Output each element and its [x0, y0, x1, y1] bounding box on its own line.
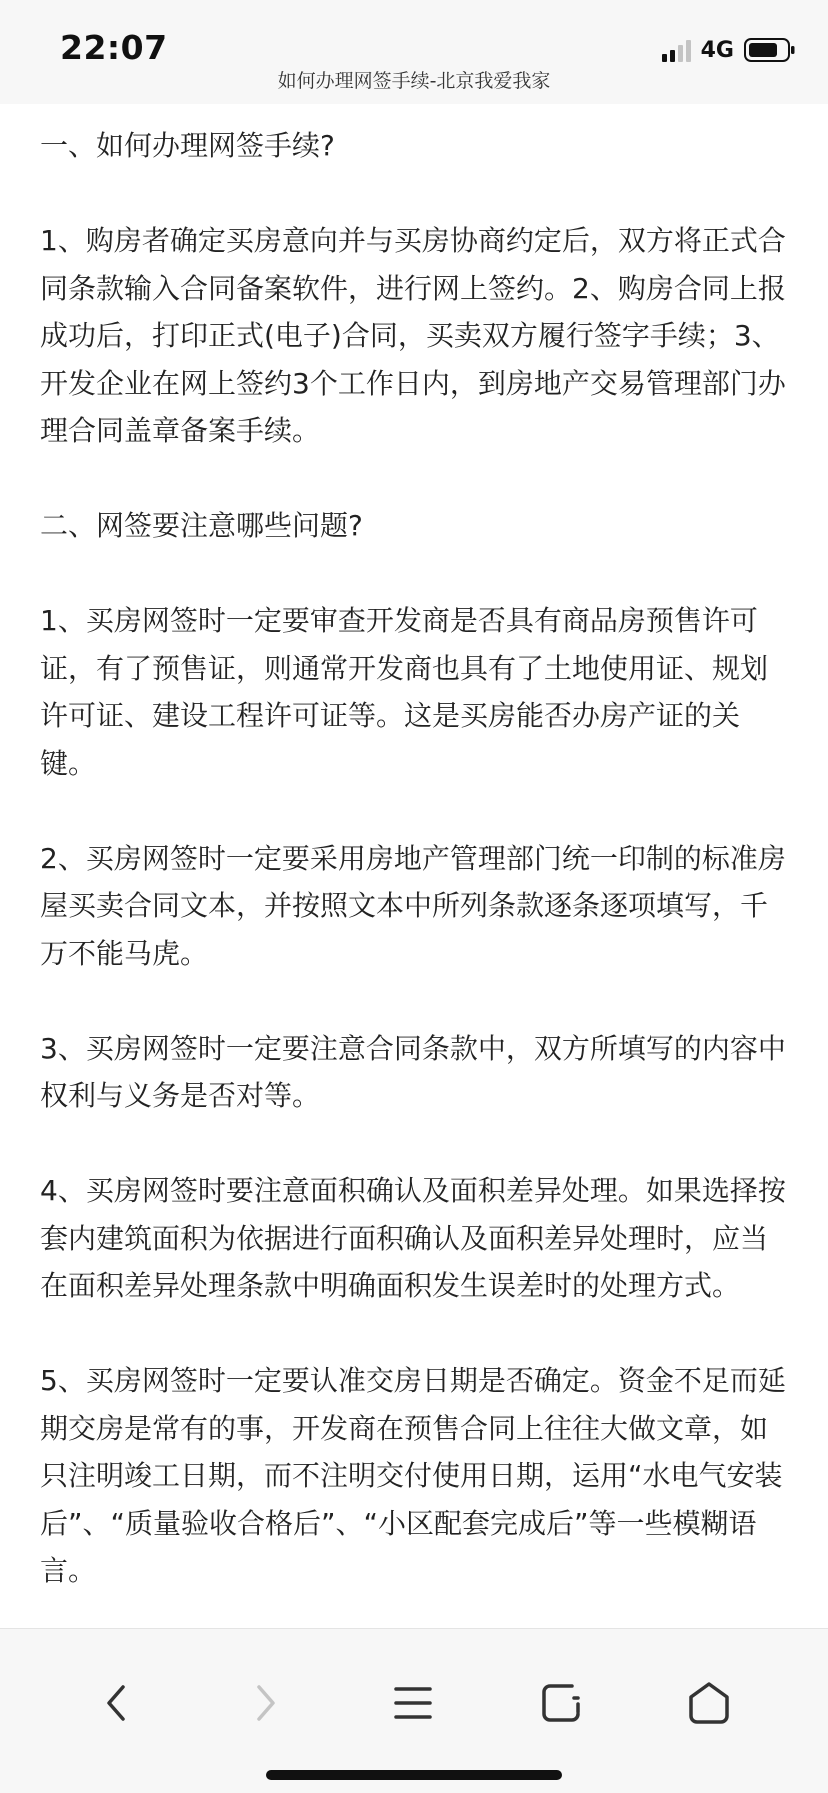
- article-heading: 二、网签要注意哪些问题?: [40, 509, 363, 542]
- article-paragraph: 2、买房网签时一定要采用房地产管理部门统一印制的标准房屋买卖合同文本，并按照文本中所列条款逐条逐项填写，千万不能马虎。: [40, 841, 786, 970]
- battery-icon: [744, 38, 796, 62]
- menu-icon: [391, 1681, 435, 1725]
- menu-button[interactable]: [383, 1673, 443, 1733]
- article-paragraph: 1、买房网签时一定要审查开发商是否具有商品房预售许可证，有了预售证，则通常开发商也具有了土地使用证、规划许可证、建设工程许可证等。这是买房能否办房产证的关键。: [40, 604, 769, 780]
- page-title: 如何办理网签手续-北京我爱我家: [277, 70, 551, 92]
- top-bar: [0, 0, 828, 104]
- tabs-icon: [539, 1681, 583, 1725]
- home-indicator[interactable]: [266, 1770, 562, 1780]
- home-button[interactable]: [679, 1673, 739, 1733]
- status-time: 22:07: [60, 28, 168, 67]
- tabs-button[interactable]: [531, 1673, 591, 1733]
- article-paragraph: 1、购房者确定买房意向并与买房协商约定后，双方将正式合同条款输入合同备案软件，进行网上签约。2、购房合同上报成功后，打印正式(电子)合同，买卖双方履行签字手续；3、开发企业在网上签约3个工作日内，到房地产交易管理部门办理合同盖章备案手续。: [40, 224, 786, 447]
- article-paragraph: 5、买房网签时一定要认准交房日期是否确定。资金不足而延期交房是常有的事，开发商在预售合同上往往大做文章，如只注明竣工日期，而不注明交付使用日期，运用“水电气安装后”、“质量验收合格后”、“小区配套完成后”等一些模糊语言。: [40, 1364, 786, 1587]
- forward-icon: [245, 1679, 285, 1727]
- browser-toolbar: [0, 1628, 828, 1793]
- article-content: [40, 122, 790, 1595]
- back-icon: [97, 1679, 137, 1727]
- home-icon: [686, 1680, 732, 1726]
- article-heading: 一、如何办理网签手续?: [40, 129, 335, 162]
- forward-button[interactable]: [235, 1673, 295, 1733]
- article-paragraph: 4、买房网签时要注意面积确认及面积差异处理。如果选择按套内建筑面积为依据进行面积确认及面积差异处理时，应当在面积差异处理条款中明确面积发生误差时的处理方式。: [40, 1174, 786, 1302]
- status-icons: [662, 36, 796, 64]
- network-type: 4G: [700, 37, 734, 63]
- signal-icon: [662, 38, 691, 62]
- back-button[interactable]: [87, 1673, 147, 1733]
- article-paragraph: 3、买房网签时一定要注意合同条款中，双方所填写的内容中权利与义务是否对等。: [40, 1031, 786, 1112]
